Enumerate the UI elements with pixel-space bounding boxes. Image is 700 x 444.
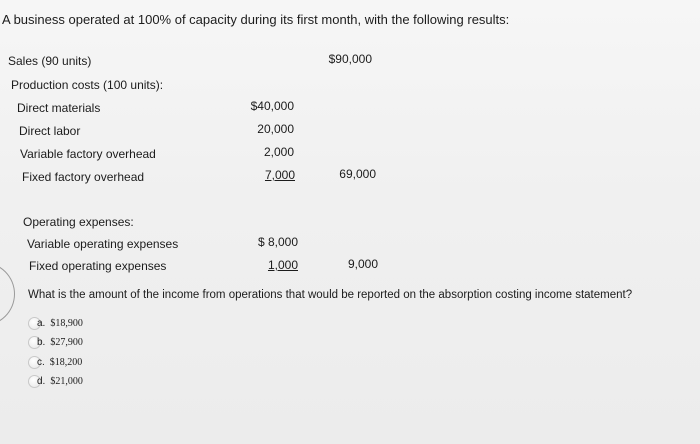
variable-factory-overhead-value: 2,000 xyxy=(263,145,294,159)
option-d-letter: d. xyxy=(37,375,46,387)
fixed-factory-overhead-label: Fixed factory overhead xyxy=(22,170,145,184)
fixed-factory-overhead-value: 7,000 xyxy=(264,168,295,182)
variable-operating-expenses-label: Variable operating expenses xyxy=(27,237,179,251)
direct-labor-value: 20,000 xyxy=(257,122,294,136)
fixed-operating-expenses-label: Fixed operating expenses xyxy=(29,259,167,273)
option-c-value: $18,200 xyxy=(49,356,83,368)
operating-expenses-total: 9,000 xyxy=(347,257,378,271)
option-d[interactable] xyxy=(28,373,83,389)
option-b-letter: b. xyxy=(37,336,46,348)
option-b-value: $27,900 xyxy=(50,336,83,348)
fixed-operating-expenses-value: 1,000 xyxy=(267,258,298,272)
production-costs-total: 69,000 xyxy=(339,167,376,181)
sales-label: Sales (90 units) xyxy=(8,54,92,68)
question-text: What is the amount of the income from operations that would be reported on the absorption costing income statement? xyxy=(28,289,633,301)
direct-materials-label: Direct materials xyxy=(17,101,101,115)
option-b[interactable] xyxy=(28,334,83,350)
option-c[interactable] xyxy=(28,354,82,370)
problem-intro: A business operated at 100% of capacity during its first month, with the following results: xyxy=(2,12,510,27)
option-a-value: $18,900 xyxy=(50,317,83,329)
operating-expenses-header: Operating expenses: xyxy=(23,215,134,229)
variable-operating-expenses-value: $ 8,000 xyxy=(257,235,298,249)
direct-materials-value: $40,000 xyxy=(250,99,294,113)
question-panel-edge xyxy=(0,262,15,326)
option-c-letter: c. xyxy=(37,356,45,368)
production-costs-header: Production costs (100 units): xyxy=(11,78,164,92)
direct-labor-label: Direct labor xyxy=(19,124,81,138)
option-a-letter: a. xyxy=(37,317,46,329)
variable-factory-overhead-label: Variable factory overhead xyxy=(20,147,156,161)
option-d-value: $21,000 xyxy=(50,375,83,387)
sales-total: $90,000 xyxy=(328,52,372,66)
option-a[interactable] xyxy=(28,315,83,331)
